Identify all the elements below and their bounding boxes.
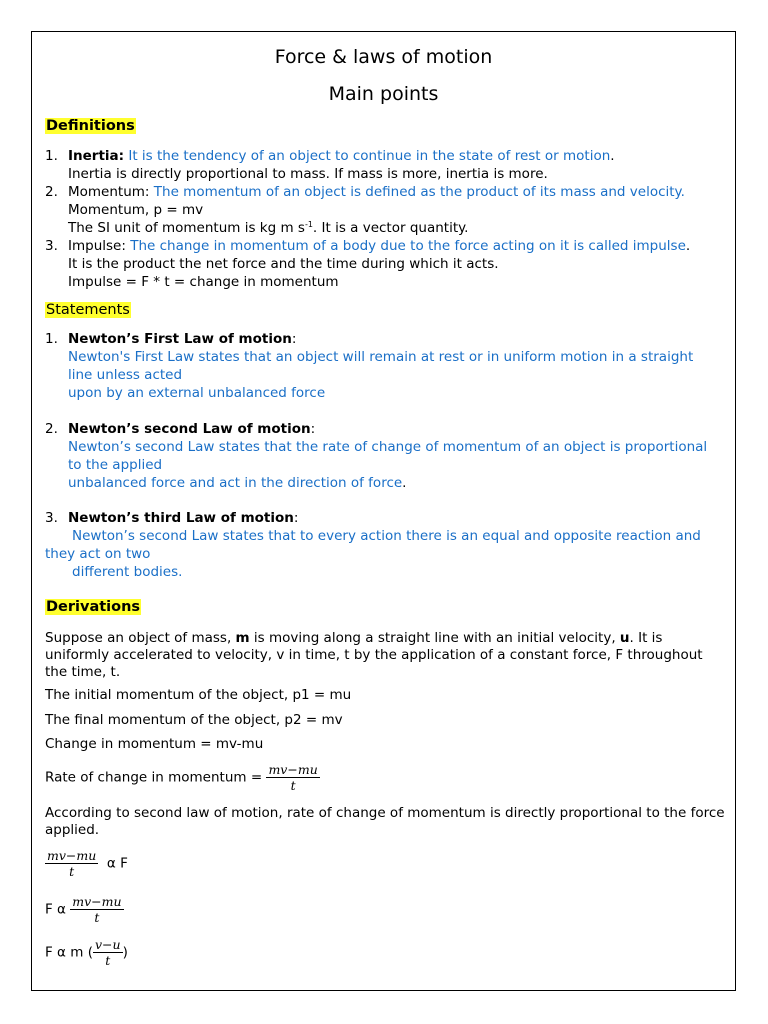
def3-extra-1: It is the product the net force and the time during which it acts. xyxy=(68,256,499,272)
proportion-1: $\frac{mv-mu}{t}$ α F xyxy=(47,848,128,879)
proportion-2-fraction: $\frac{mv-mu}{t}$ xyxy=(72,894,122,925)
def1-line: Inertia: It is the tendency of an object to continue in the state of rest or motion. xyxy=(68,148,615,164)
def1-number: 1. xyxy=(45,148,58,164)
final-momentum: The final momentum of the object, p2 = mv xyxy=(45,712,343,728)
according-text: According to second law of motion, rate of change of momentum is directly proportional to the force applied. xyxy=(45,805,725,838)
document-page xyxy=(31,31,736,991)
stmt2-line-3: unbalanced force and act in the direction of force. xyxy=(68,475,407,491)
page-title: Force & laws of motion xyxy=(274,46,493,68)
stmt2-title: Newton’s second Law of motion: xyxy=(68,421,316,437)
rate-fraction: $\frac{mv-mu}{t}$ xyxy=(268,762,318,793)
page-subtitle: Main points xyxy=(328,83,439,105)
stmt2-line-1: Newton’s second Law states that the rate of change of momentum of an object is proportional xyxy=(68,439,708,455)
statements-heading: Statements xyxy=(46,302,130,318)
def3-number: 3. xyxy=(45,238,58,254)
def1-extra: Inertia is directly proportional to mass. If mass is more, inertia is more. xyxy=(68,166,548,182)
def2-extra: Momentum, p = mv xyxy=(68,202,204,218)
rate-of-change: Rate of change in momentum = $\frac{mv-mu}{t}$ xyxy=(45,762,318,793)
stmt3-line-1: Newton’s second Law states that to every action there is an equal and opposite reaction and xyxy=(72,528,701,544)
proportion-3-fraction: $\frac{v-u}{t}$ xyxy=(94,937,121,968)
stmt1-line-3: upon by an external unbalanced force xyxy=(68,385,326,401)
def2-si-unit: The SI unit of momentum is kg m $s^{-1}$. It is a vector quantity. xyxy=(68,220,469,236)
derivations-heading: Derivations xyxy=(46,599,141,615)
stmt3-line-2: they act on two xyxy=(45,546,151,562)
definitions-heading: Definitions xyxy=(46,118,135,134)
stmt3-line-3: different bodies. xyxy=(72,564,183,580)
stmt1-title: Newton’s First Law of motion: xyxy=(68,331,297,347)
stmt3-title: Newton’s third Law of motion: xyxy=(68,510,299,526)
change-in-momentum: Change in momentum = mv-mu xyxy=(45,736,264,752)
derivation-intro: Suppose an object of mass, m is moving along a straight line with an initial velocity, u. It is uniformly accelerated to velocity, v in time, t by the application of a constant force, F throughout the time, t. xyxy=(45,630,703,680)
def3-line: Impulse: The change in momentum of a body due to the force acting on it is called impulse. xyxy=(68,238,691,254)
proportion-3: F α m ( $\frac{v-u}{t}$ ) xyxy=(45,937,128,968)
stmt3-number: 3. xyxy=(45,510,58,526)
proportion-2: F α $\frac{mv-mu}{t}$ xyxy=(45,894,122,925)
stmt2-number: 2. xyxy=(45,421,58,437)
stmt1-line-2: line unless acted xyxy=(68,367,183,383)
def2-line: Momentum: The momentum of an object is defined as the product of its mass and velocity. xyxy=(68,184,685,200)
def2-number: 2. xyxy=(45,184,58,200)
initial-momentum: The initial momentum of the object, p1 = mu xyxy=(45,687,352,703)
stmt1-number: 1. xyxy=(45,331,58,347)
proportion-1-fraction: $\frac{mv-mu}{t}$ xyxy=(47,848,97,879)
stmt1-line-1: Newton's First Law states that an object will remain at rest or in uniform motion in a straight xyxy=(68,349,694,365)
def3-extra-2: Impulse = F * t = change in momentum xyxy=(68,274,339,290)
stmt2-line-2: to the applied xyxy=(68,457,163,473)
